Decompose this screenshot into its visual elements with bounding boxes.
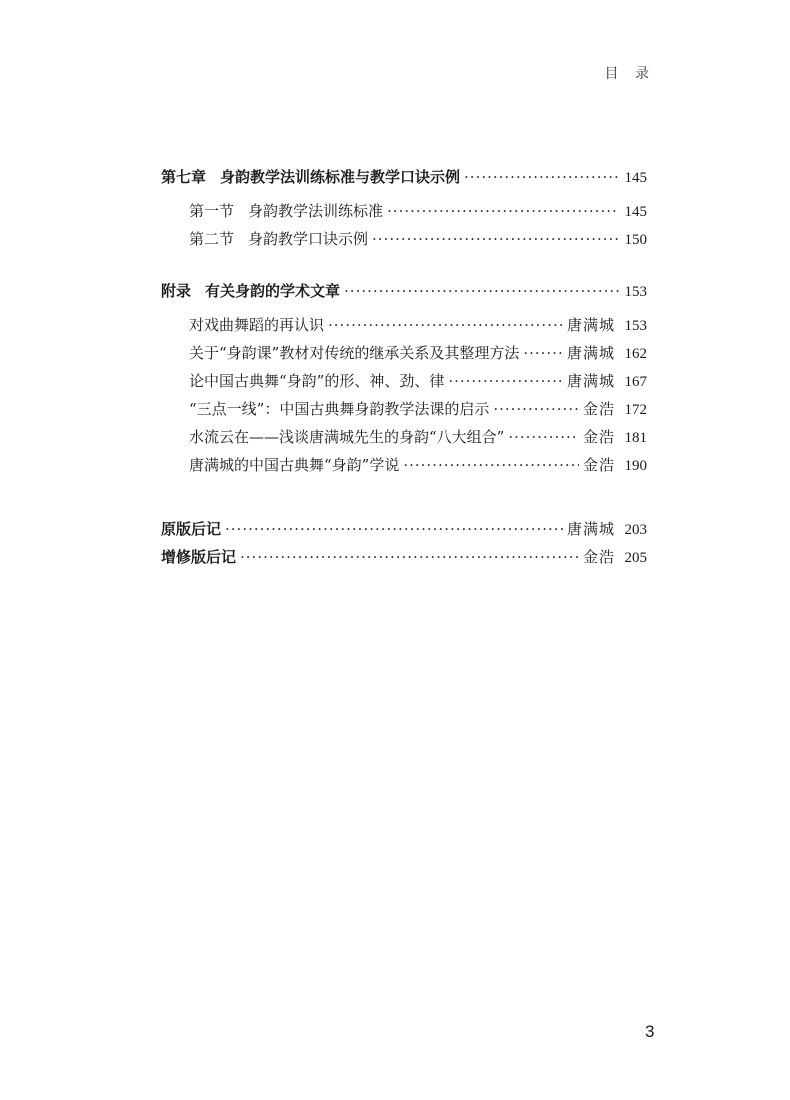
postscript-author: 金浩 (582, 548, 615, 566)
article-title: “三点一线”：中国古典舞身韵教学法课的启示 (189, 400, 490, 418)
article-title: 关于“身韵课”教材对传统的继承关系及其整理方法 (189, 344, 520, 362)
dot-leader (344, 277, 619, 305)
dot-leader (508, 423, 579, 451)
toc-entry-section-2[interactable] (161, 225, 647, 253)
toc-entry-postscript-original[interactable] (161, 515, 647, 543)
dot-leader (387, 197, 619, 225)
toc-entry-postscript-revised[interactable] (161, 543, 647, 571)
article-author: 唐满城 (566, 344, 615, 362)
toc-entry-article[interactable] (161, 311, 647, 339)
page-ref: 145 (624, 204, 647, 220)
toc-entry-article[interactable] (161, 339, 647, 367)
page-number: 3 (645, 1022, 655, 1041)
appendix-title: 有关身韵的学术文章 (205, 282, 341, 300)
page-ref: 162 (624, 346, 647, 362)
toc-entry-appendix[interactable] (161, 277, 647, 305)
postscript-author: 唐满城 (566, 520, 615, 538)
page-ref: 150 (624, 232, 647, 248)
article-title: 对戏曲舞蹈的再认识 (189, 316, 325, 334)
page-ref: 205 (624, 550, 647, 566)
chapter-number: 第七章 (161, 168, 207, 186)
dot-leader (372, 225, 619, 253)
page-ref: 153 (624, 284, 647, 300)
postscript-title: 原版后记 (161, 520, 222, 538)
postscript-title: 增修版后记 (161, 548, 237, 566)
toc-entry-article[interactable] (161, 451, 647, 479)
page-ref: 153 (624, 318, 647, 334)
article-title: 水流云在——浅谈唐满城先生的身韵“八大组合” (189, 428, 505, 446)
section-title: 身韵教学法训练标准 (248, 202, 384, 220)
toc-entry-article[interactable] (161, 395, 647, 423)
table-of-contents (161, 163, 647, 571)
section-title: 身韵教学口诀示例 (248, 230, 369, 248)
dot-leader (464, 163, 619, 191)
page-ref: 203 (624, 522, 647, 538)
toc-entry-chapter-7[interactable] (161, 163, 647, 191)
page-ref: 181 (624, 430, 647, 446)
dot-leader (448, 367, 563, 395)
page-ref: 190 (624, 458, 647, 474)
section-number: 第二节 (189, 230, 235, 248)
dot-leader (328, 311, 563, 339)
dot-leader (523, 339, 563, 367)
page-ref: 167 (624, 374, 647, 390)
dot-leader (403, 451, 579, 479)
article-author: 金浩 (582, 428, 615, 446)
article-author: 唐满城 (566, 316, 615, 334)
running-header: 目 录 (604, 66, 655, 82)
appendix-label: 附录 (161, 282, 192, 300)
dot-leader (225, 515, 563, 543)
chapter-title: 身韵教学法训练标准与教学口诀示例 (220, 168, 461, 186)
dot-leader (493, 395, 579, 423)
page-ref: 172 (624, 402, 647, 418)
article-author: 金浩 (582, 400, 615, 418)
toc-entry-article[interactable] (161, 367, 647, 395)
article-author: 金浩 (582, 456, 615, 474)
page-ref: 145 (624, 170, 647, 186)
article-author: 唐满城 (566, 372, 615, 390)
toc-entry-section-1[interactable] (161, 197, 647, 225)
section-number: 第一节 (189, 202, 235, 220)
article-title: 唐满城的中国古典舞“身韵”学说 (189, 456, 400, 474)
dot-leader (240, 543, 579, 571)
article-title: 论中国古典舞“身韵”的形、神、劲、律 (189, 372, 445, 390)
toc-entry-article[interactable] (161, 423, 647, 451)
